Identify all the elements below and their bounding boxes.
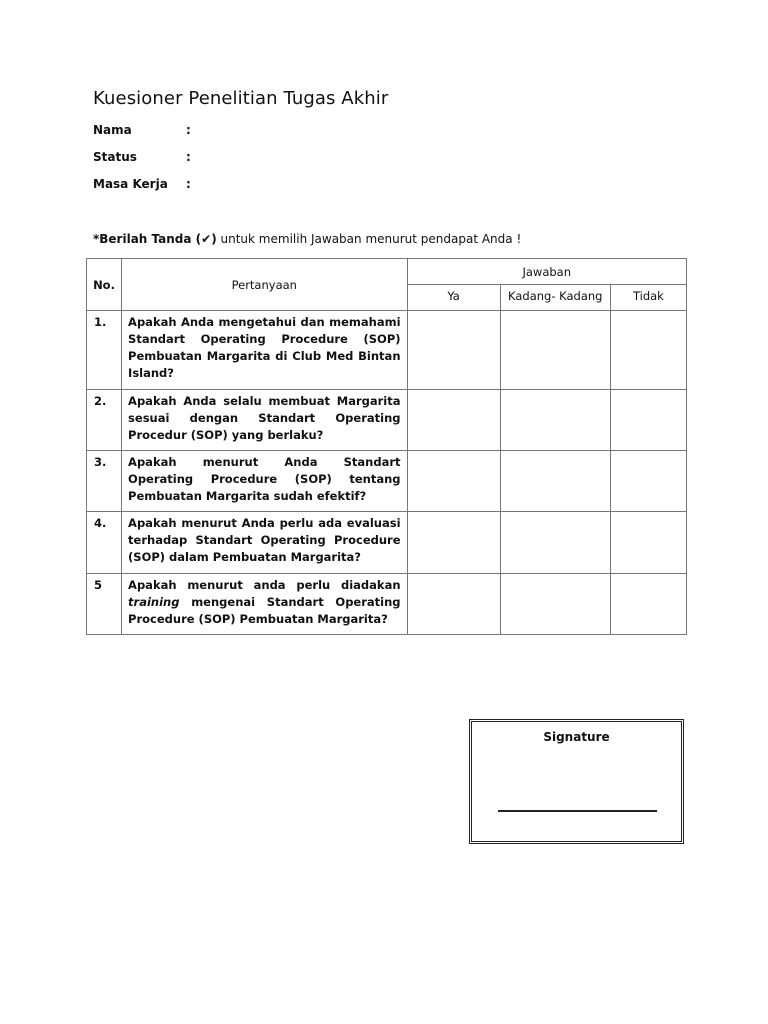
row-number: 1. bbox=[87, 311, 122, 390]
question-text: Apakah Anda mengetahui dan memahami Standart Operating Procedure (SOP) Pembuatan Margarita di Club Med Bintan Island? bbox=[122, 311, 407, 390]
signature-label: Signature bbox=[543, 730, 610, 744]
header-answer-group: Jawaban bbox=[407, 259, 686, 285]
field-colon: : bbox=[186, 150, 191, 164]
header-question: Pertanyaan bbox=[122, 259, 407, 311]
table-row bbox=[87, 311, 687, 390]
row-number: 5 bbox=[87, 574, 122, 635]
answer-cell-ya[interactable] bbox=[407, 311, 500, 390]
question-text-part: mengenai Standart Operating Procedure (SOP) Pembuatan Margarita? bbox=[128, 595, 401, 626]
field-label: Status bbox=[93, 150, 137, 164]
questionnaire-table bbox=[86, 258, 687, 635]
signature-line[interactable] bbox=[498, 810, 657, 812]
question-text: Apakah menurut Anda Standart Operating Procedure (SOP) tentang Pembuatan Margarita sudah efektif? bbox=[122, 451, 407, 512]
instruction-rest: untuk memilih Jawaban menurut pendapat Anda ! bbox=[216, 232, 522, 246]
header-option-tidak: Tidak bbox=[610, 285, 686, 311]
instruction-bold: *Berilah Tanda (✔) bbox=[93, 232, 217, 246]
table-row bbox=[87, 451, 687, 512]
answer-cell-ya[interactable] bbox=[407, 451, 500, 512]
answer-cell-ya[interactable] bbox=[407, 512, 500, 574]
header-option-ya: Ya bbox=[407, 285, 500, 311]
answer-cell-kadang[interactable] bbox=[500, 451, 610, 512]
answer-cell-tidak[interactable] bbox=[610, 574, 686, 635]
answer-cell-tidak[interactable] bbox=[610, 390, 686, 451]
answer-cell-kadang[interactable] bbox=[500, 574, 610, 635]
row-number: 3. bbox=[87, 451, 122, 512]
field-colon: : bbox=[186, 123, 191, 137]
row-number: 4. bbox=[87, 512, 122, 574]
question-text-part: Apakah menurut anda perlu diadakan bbox=[128, 578, 401, 592]
question-text-italic: training bbox=[128, 595, 180, 609]
field-label: Nama bbox=[93, 123, 132, 137]
field-label: Masa Kerja bbox=[93, 177, 168, 191]
answer-cell-tidak[interactable] bbox=[610, 451, 686, 512]
question-text: Apakah Anda selalu membuat Margarita sesuai dengan Standart Operating Procedur (SOP) yang berlaku? bbox=[122, 390, 407, 451]
answer-cell-kadang[interactable] bbox=[500, 311, 610, 390]
answer-cell-kadang[interactable] bbox=[500, 512, 610, 574]
answer-cell-kadang[interactable] bbox=[500, 390, 610, 451]
question-text bbox=[122, 574, 407, 635]
signature-box bbox=[469, 719, 684, 844]
question-text: Apakah menurut Anda perlu ada evaluasi terhadap Standart Operating Procedure (SOP) dalam Pembuatan Margarita? bbox=[122, 512, 407, 574]
answer-cell-ya[interactable] bbox=[407, 390, 500, 451]
instruction-text bbox=[93, 232, 521, 246]
header-option-kadang: Kadang- Kadang bbox=[500, 285, 610, 311]
field-colon: : bbox=[186, 177, 191, 191]
table-row bbox=[87, 512, 687, 574]
answer-cell-tidak[interactable] bbox=[610, 512, 686, 574]
answer-cell-ya[interactable] bbox=[407, 574, 500, 635]
row-number: 2. bbox=[87, 390, 122, 451]
table-row bbox=[87, 574, 687, 635]
header-no: No. bbox=[87, 259, 122, 311]
answer-cell-tidak[interactable] bbox=[610, 311, 686, 390]
table-row bbox=[87, 390, 687, 451]
document-title: Kuesioner Penelitian Tugas Akhir bbox=[93, 88, 389, 109]
